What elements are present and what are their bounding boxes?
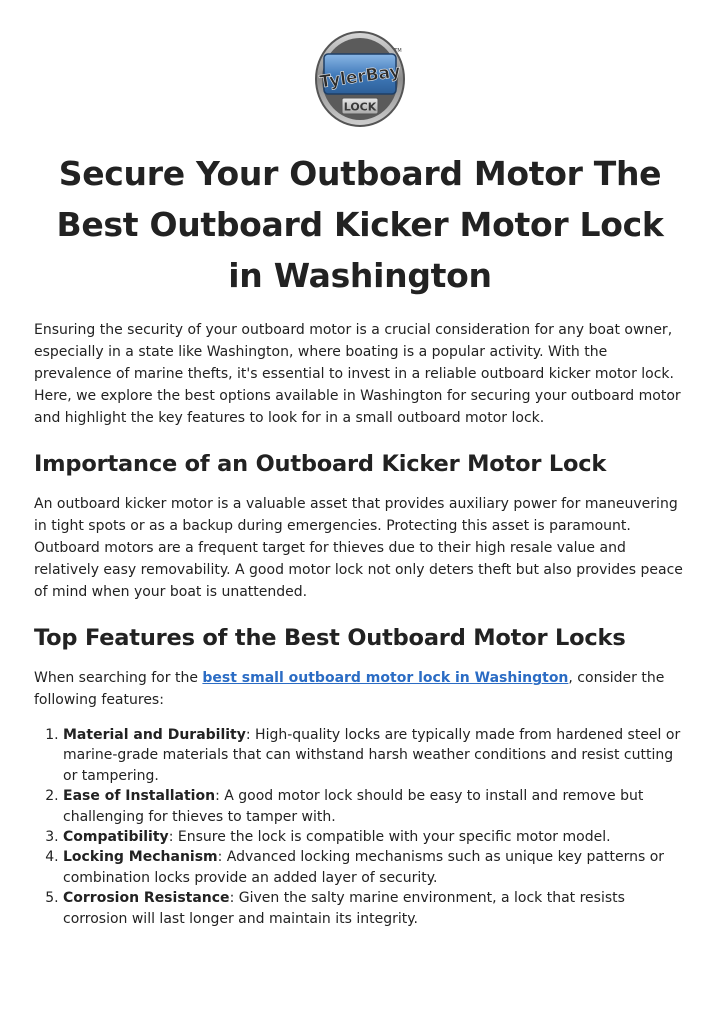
best-lock-link[interactable]: best small outboard motor lock in Washington — [202, 670, 569, 686]
tylerbay-lock-logo — [314, 30, 406, 128]
feature-item-installation — [63, 786, 686, 827]
feature-description: : A good motor lock should be easy to install and remove but challenging for thieves to tamper with. — [63, 788, 644, 825]
feature-item-compatibility — [63, 827, 686, 847]
logo-lock-word: LOCK — [343, 100, 377, 114]
feature-item-locking-mechanism — [63, 847, 686, 888]
importance-paragraph: An outboard kicker motor is a valuable asset that provides auxiliary power for maneuvering in tight spots or as a backup during emergencies. Protecting this asset is paramount. Outboard motors are a frequent target for thieves due to their high resale value and relatively easy removability. A good motor lock not only deters theft but also provides peace of mind when your boat is unattended. — [34, 496, 683, 600]
feature-term: Ease of Installation — [63, 788, 216, 805]
section-heading-features: Top Features of the Best Outboard Motor Locks — [34, 625, 626, 651]
feature-item-material — [63, 725, 686, 786]
logo-area — [34, 0, 686, 128]
features-list — [34, 725, 686, 929]
features-lead-after: , consider the following features: — [34, 670, 665, 708]
page-title: Secure Your Outboard Motor The Best Outboard Kicker Motor Lock in Washington — [56, 154, 664, 295]
feature-description: : Ensure the lock is compatible with your specific motor model. — [168, 829, 611, 846]
logo-wordmark: TylerBay — [318, 61, 402, 93]
feature-description: : Given the salty marine environment, a lock that resists corrosion will last longer and maintain its integrity. — [63, 890, 625, 927]
feature-term: Corrosion Resistance — [63, 890, 230, 907]
logo-trademark: TM — [394, 48, 402, 54]
feature-description: : Advanced locking mechanisms such as unique key patterns or combination locks provide an added layer of security. — [63, 849, 665, 886]
feature-description: : High-quality locks are typically made from hardened steel or marine-grade materials that can withstand harsh weather conditions and resist cutting or tampering. — [63, 727, 681, 784]
features-lead-before: When searching for the — [34, 670, 203, 686]
feature-item-corrosion — [63, 888, 686, 929]
features-lead-paragraph — [34, 667, 686, 711]
logo-graphic — [314, 30, 406, 128]
feature-term: Locking Mechanism — [63, 849, 218, 866]
section-heading-importance: Importance of an Outboard Kicker Motor Lock — [34, 451, 607, 477]
feature-term: Compatibility — [63, 829, 169, 846]
intro-paragraph: Ensuring the security of your outboard motor is a crucial consideration for any boat owner, especially in a state like Washington, where boating is a popular activity. With the prevalence of marine thefts, it's essential to invest in a reliable outboard kicker motor lock. Here, we explore the best options available in Washington for securing your outboard motor and highlight the key features to look for in a small outboard motor lock. — [34, 322, 681, 426]
feature-term: Material and Durability — [63, 727, 246, 743]
